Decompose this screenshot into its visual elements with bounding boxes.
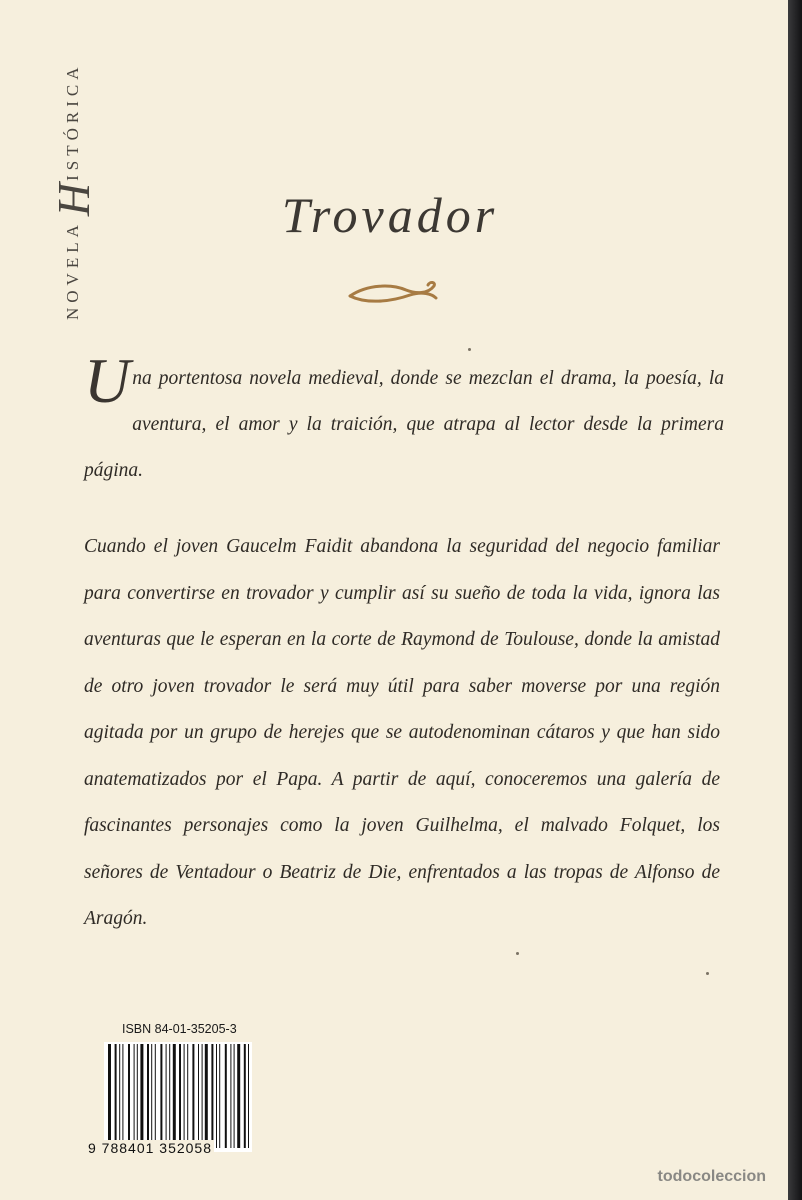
synopsis-paragraph: Cuando el joven Gaucelm Faidit abandona la seguridad del negocio familiar para convertirse en trovador y cumplir así su sueño de toda la vida, ignora las aventuras que le esperan en la corte de Raymond de Toulouse, donde la amistad de otro joven trovador le será muy útil para saber moverse por una región agitada por un grupo de herejes que se autodenominan cátaros y que han sido anatematizados por el Papa. A partir de aquí, conoceremos una galería de fascinantes personajes como la joven Guilhelma, el malvado Folquet, los señores de Ventadour o Beatriz de Die, enfrentados a las tropas de Alfonso de Aragón. [84, 536, 720, 929]
collection-label-novela: NOVELA [63, 220, 82, 320]
paper-spot [516, 952, 519, 955]
flourish-ornament [344, 276, 440, 306]
barcode-digits: 9 788401 352058 [88, 1140, 212, 1156]
collection-label-historica: ISTÓRICA [63, 62, 82, 181]
book-title: Trovador [281, 187, 499, 243]
barcode [104, 1042, 252, 1152]
paper-spot [468, 348, 471, 351]
paper-spot [706, 972, 709, 975]
watermark: todocoleccion [657, 1168, 766, 1185]
isbn-label: ISBN 84-01-35205-3 [122, 1022, 237, 1036]
collection-label [38, 0, 108, 320]
intro-dropcap: U [84, 345, 131, 416]
intro-paragraph [84, 345, 724, 494]
intro-text: na portentosa novela medieval, donde se mezclan el drama, la poesía, la aventura, el amor y la traición, que atrapa al lector desde la primera página. [84, 368, 724, 481]
background-edge [788, 0, 802, 1200]
collection-label-initial: H [47, 182, 99, 217]
